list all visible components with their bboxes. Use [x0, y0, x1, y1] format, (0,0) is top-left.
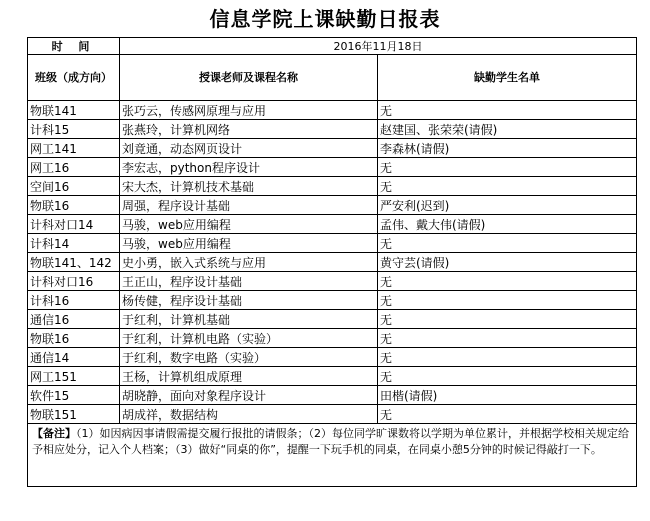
class-cell: 物联16: [28, 196, 120, 215]
absent-students-cell: 无: [378, 348, 637, 367]
teacher-course-cell: 张燕玲，计算机网络: [120, 120, 378, 139]
class-cell: 软件15: [28, 386, 120, 405]
teacher-course-cell: 李宏志，python程序设计: [120, 158, 378, 177]
absent-students-cell: 黄守芸(请假): [378, 253, 637, 272]
teacher-course-cell: 杨传健，程序设计基础: [120, 291, 378, 310]
teacher-course-cell: 于红利，计算机电路（实验）: [120, 329, 378, 348]
date-value: 2016年11月18日: [120, 38, 637, 55]
table-row: [28, 234, 637, 253]
absent-students-cell: 无: [378, 310, 637, 329]
table-row: [28, 215, 637, 234]
table-row: [28, 253, 637, 272]
class-cell: 计科14: [28, 234, 120, 253]
teacher-course-cell: 王正山，程序设计基础: [120, 272, 378, 291]
table-row: [28, 177, 637, 196]
table-row: [28, 158, 637, 177]
report-title: 信息学院上课缺勤日报表: [209, 7, 441, 31]
absent-students-cell: 赵建国、张荣荣(请假): [378, 120, 637, 139]
absent-students-cell: 无: [378, 158, 637, 177]
teacher-course-cell: 张巧云，传感网原理与应用: [120, 101, 378, 120]
absent-students-cell: 无: [378, 405, 637, 424]
absent-students-cell: 田楷(请假): [378, 386, 637, 405]
teacher-course-cell: 于红利，计算机基础: [120, 310, 378, 329]
table-row: [28, 101, 637, 120]
teacher-course-cell: 刘竟通，动态网页设计: [120, 139, 378, 158]
absent-students-cell: 李森林(请假): [378, 139, 637, 158]
absent-students-cell: 无: [378, 234, 637, 253]
absent-students-cell: 无: [378, 329, 637, 348]
table-row: [28, 405, 637, 424]
table-row: [28, 367, 637, 386]
header-row: [28, 55, 637, 101]
note-row: [28, 424, 637, 487]
teacher-course-cell: 马骏，web应用编程: [120, 234, 378, 253]
note-text: （1）如因病因事请假需提交履行报批的请假条；（2）每位同学旷课数将以学期为单位累计，并根据学校相关规定给予相应处分，记入个人档案；（3）做好“同桌的你”，提醒一下玩手机的同桌，在同桌小憩5分钟的时候记得敲打一下。: [32, 427, 629, 456]
class-cell: 通信16: [28, 310, 120, 329]
absent-students-cell: 无: [378, 177, 637, 196]
note-cell: [28, 424, 637, 487]
class-cell: 网工141: [28, 139, 120, 158]
teacher-course-cell: 王杨，计算机组成原理: [120, 367, 378, 386]
class-cell: 计科15: [28, 120, 120, 139]
absent-students-cell: 无: [378, 367, 637, 386]
absent-students-cell: 孟伟、戴大伟(请假): [378, 215, 637, 234]
teacher-course-cell: 胡成祥，数据结构: [120, 405, 378, 424]
teacher-course-cell: 胡晓静，面向对象程序设计: [120, 386, 378, 405]
absent-students-cell: 无: [378, 291, 637, 310]
absence-report-table: [27, 37, 637, 487]
class-cell: 计科16: [28, 291, 120, 310]
class-cell: 通信14: [28, 348, 120, 367]
teacher-course-cell: 周强，程序设计基础: [120, 196, 378, 215]
teacher-course-cell: 史小勇，嵌入式系统与应用: [120, 253, 378, 272]
table-row: [28, 196, 637, 215]
class-cell: 物联151: [28, 405, 120, 424]
class-cell: 空间16: [28, 177, 120, 196]
teacher-course-cell: 宋大杰，计算机技术基础: [120, 177, 378, 196]
class-cell: 物联16: [28, 329, 120, 348]
teacher-course-cell: 于红利，数字电路（实验）: [120, 348, 378, 367]
table-row: [28, 329, 637, 348]
table-row: [28, 120, 637, 139]
date-row: [28, 38, 637, 55]
header-absent-students: 缺勤学生名单: [378, 55, 637, 101]
teacher-course-cell: 马骏，web应用编程: [120, 215, 378, 234]
table-row: [28, 139, 637, 158]
table-row: [28, 310, 637, 329]
note-label: 【备注】: [32, 427, 76, 440]
absent-students-cell: 无: [378, 101, 637, 120]
table-row: [28, 291, 637, 310]
table-row: [28, 386, 637, 405]
table-row: [28, 348, 637, 367]
header-teacher-course: 授课老师及课程名称: [120, 55, 378, 101]
class-cell: 物联141、142: [28, 253, 120, 272]
class-cell: 网工151: [28, 367, 120, 386]
class-cell: 物联141: [28, 101, 120, 120]
table-row: [28, 272, 637, 291]
date-label: 时 间: [28, 38, 120, 55]
class-cell: 计科对口14: [28, 215, 120, 234]
class-cell: 网工16: [28, 158, 120, 177]
absent-students-cell: 无: [378, 272, 637, 291]
class-cell: 计科对口16: [28, 272, 120, 291]
header-class: 班级（成方向）: [28, 55, 120, 101]
absent-students-cell: 严安利(迟到): [378, 196, 637, 215]
